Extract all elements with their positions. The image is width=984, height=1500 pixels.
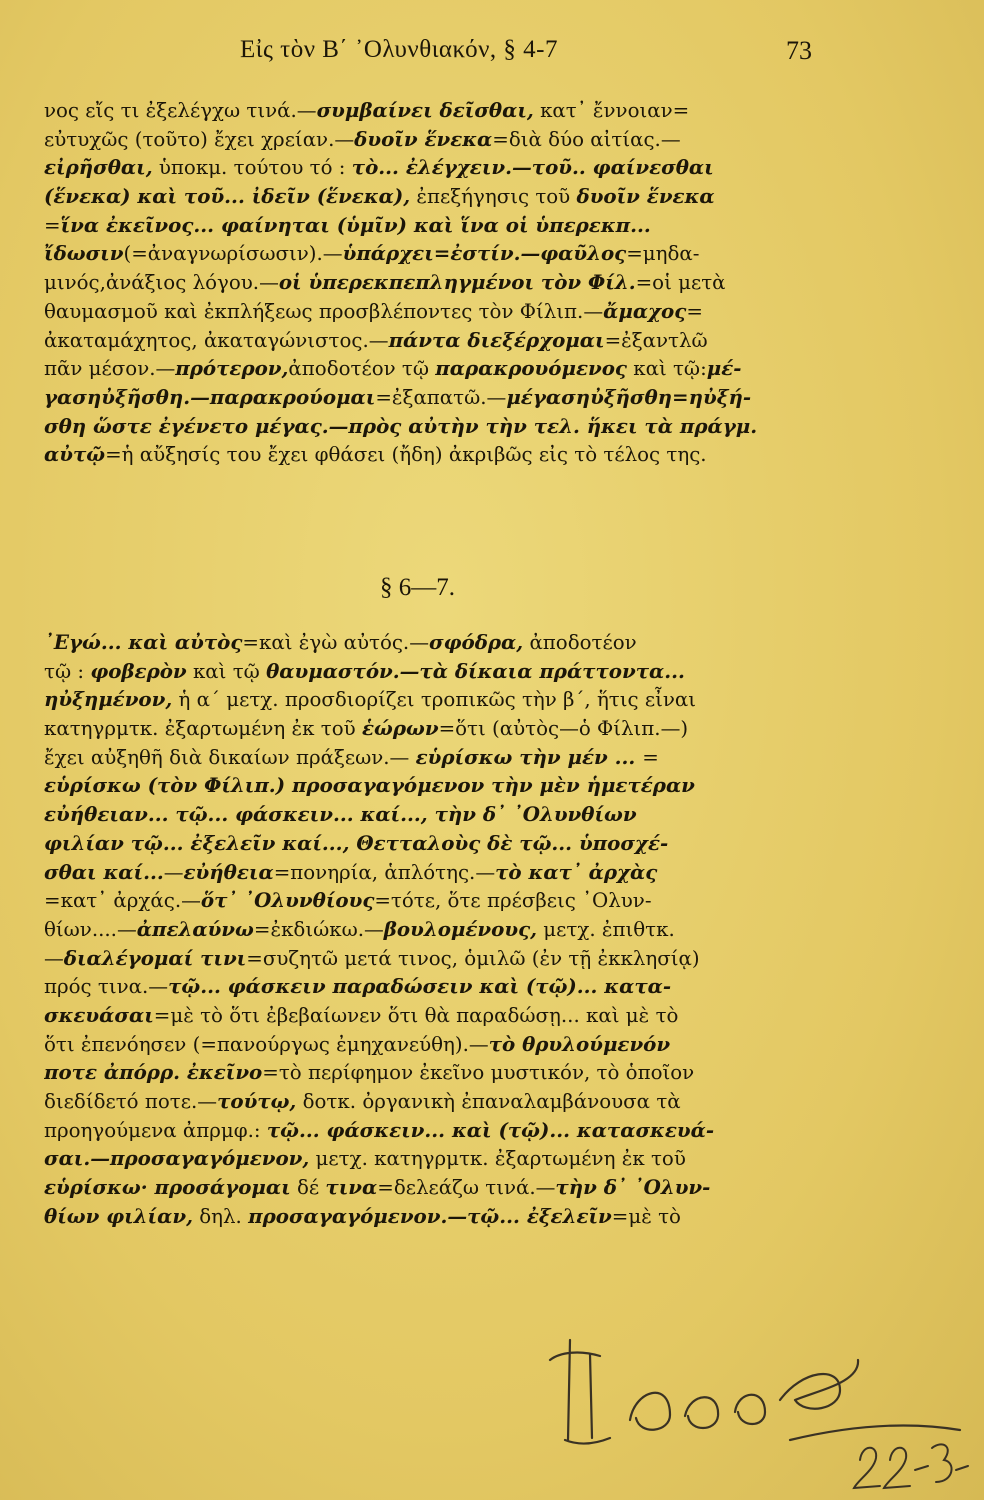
text-line: ὅτι ἐπενόησεν (=πανούργως ἐμηχανεύθη).—τὸ θρυλούμενόν	[44, 1031, 671, 1056]
text-line: εὑρίσκω· προσάγομαι δέ τινα=δελεάζω τινά.—τὴν δ᾽ ᾿Ολυν-	[44, 1175, 711, 1200]
text-line: εὐήθειαν... τῷ... φάσκειν... καί..., τὴν δ᾽ ᾿Ολυνθίων	[44, 802, 637, 827]
text-line: σθαι καί...—εὐήθεια=πονηρία, ἁπλότης.—τὸ κατ᾽ ἀρχὰς	[44, 859, 658, 884]
text-line: διεδίδετό ποτε.—τούτῳ, δοτκ. ὀργανικὴ ἐπαναλαμβάνουσα τὰ	[44, 1089, 681, 1113]
text-line: ηὐξημένον, ἡ α΄ μετχ. προσδιορίζει τροπικῶς τὴν β΄, ἥτις εἶναι	[44, 687, 697, 712]
text-line: ἴδωσιν(=ἀναγνωρίσωσιν).—ὑπάρχει=ἐστίν.—φαῦλος=μηδα-	[44, 241, 700, 266]
text-line: πᾶν μέσον.—πρότερον,ἀποδοτέον τῷ παρακρουόμενος καὶ τῷ:μέ-	[44, 356, 742, 381]
text-line: σαι.—προσαγαγόμενον, μετχ. κατηγρμτκ. ἐξαρτωμένη ἐκ τοῦ	[44, 1146, 686, 1171]
text-line: σθη ὥστε ἐγένετο μέγας.—πρὸς αὐτὴν τὴν τελ. ἥκει τὰ πράγμ.	[44, 413, 758, 438]
text-line: (ἕνεκα) καὶ τοῦ... ἰδεῖν (ἕνεκα), ἐπεξήγησις τοῦ δυοῖν ἕνεκα	[44, 184, 715, 209]
text-line: ᾿Εγώ... καὶ αὐτὸς=καὶ ἐγὼ αὐτός.—σφόδρα, ἀποδοτέον	[44, 630, 637, 654]
text-line: θίων....—ἀπελαύνω=ἐκδιώκω.—βουλομένους, μετχ. ἐπιθτκ.	[44, 916, 675, 941]
page-number: 73	[786, 36, 812, 65]
text-line: νος εἴς τι ἐξελέγχω τινά.—συμβαίνει δεῖσθαι, κατ᾽ ἔννοιαν=	[44, 98, 690, 122]
text-line: εὐτυχῶς (τοῦτο) ἔχει χρείαν.—δυοῖν ἕνεκα=διὰ δύο αἰτίας.—	[44, 126, 681, 151]
text-line: αὐτῷ=ἡ αὔξησίς του ἔχει φθάσει (ἤδη) ἀκριβῶς εἰς τὸ τέλος της.	[44, 442, 707, 467]
text-line: προηγούμενα ἀπρμφ.: τῷ... φάσκειν... καὶ (τῷ)... κατασκευά-	[44, 1117, 715, 1142]
text-line: εἰρῆσθαι, ὑποκμ. τούτου τό : τὸ... ἐλέγχειν.—τοῦ.. φαίνεσθαι	[44, 155, 714, 180]
text-line: τῷ : φοβερὸν καὶ τῷ θαυμαστόν.—τὰ δίκαια πράττοντα...	[44, 658, 685, 683]
text-line: ἔχει αὐξηθῆ διὰ δικαίων πράξεων.— εὑρίσκω τὴν μέν ... =	[44, 744, 659, 769]
text-line: φιλίαν τῷ... ἐξελεῖν καί..., Θετταλοὺς δὲ τῷ... ὑποσχέ-	[44, 830, 669, 855]
text-line: θαυμασμοῦ καὶ ἐκπλήξεως προσβλέποντες τὸν Φίλιπ.—ἄμαχος=	[44, 298, 703, 323]
text-line: κατηγρμτκ. ἐξαρτωμένη ἐκ τοῦ ἑώρων=ὅτι (αὐτὸς—ὁ Φίλιπ.—)	[44, 716, 689, 741]
text-line: —διαλέγομαί τινι=συζητῶ μετά τινος, ὁμιλῶ (ἐν τῇ ἐκκλησίᾳ)	[44, 945, 700, 970]
text-line: θίων φιλίαν, δηλ. προσαγαγόμενον.—τῷ... ἐξελεῖν=μὲ τὸ	[44, 1203, 681, 1228]
text-line: εὑρίσκω (τὸν Φίλιπ.) προσαγαγόμενον τὴν μὲν ἡμετέραν	[44, 773, 695, 798]
text-line: πρός τινα.—τῷ... φάσκειν παραδώσειν καὶ (τῷ)... κατα-	[44, 974, 672, 999]
text-line: ἀκαταμάχητος, ἀκαταγώνιστος.—πάντα διεξέρχομαι=ἐξαντλῶ	[44, 327, 708, 352]
text-line: =κατ᾽ ἀρχάς.—ὅτ᾽ ᾿Ολυνθίους=τότε, ὅτε πρέσβεις ᾿Ολυν-	[44, 888, 652, 913]
text-line: ποτε ἀπόρρ. ἐκεῖνο=τὸ περίφημον ἐκεῖνο μυστικόν, τὸ ὁποῖον	[44, 1060, 695, 1085]
section-heading: § 6—7.	[380, 574, 455, 601]
running-head: Εἰς τὸν Β΄ ᾿Ολυνθιακόν, § 4-7	[240, 36, 558, 63]
text-line: γασηὐξῆσθη.—παρακρούομαι=ἐξαπατῶ.—μέγασηὐξῆσθη=ηὐξή-	[44, 384, 752, 409]
text-line: μινός,ἀνάξιος λόγου.—οἱ ὑπερεκπεπληγμένοι τὸν Φίλ.=οἱ μετὰ	[44, 270, 726, 295]
commentary-section-6-7	[44, 628, 824, 1230]
text-line: =ἵνα ἐκεῖνος... φαίνηται (ὑμῖν) καὶ ἵνα οἱ ὑπερεκπ...	[44, 212, 651, 237]
handwritten-signature	[540, 1320, 980, 1500]
text-line: σκευάσαι=μὲ τὸ ὅτι ἐβεβαίωνεν ὅτι θὰ παραδώσῃ... καὶ μὲ τὸ	[44, 1002, 679, 1027]
commentary-section-4-5	[44, 96, 824, 469]
